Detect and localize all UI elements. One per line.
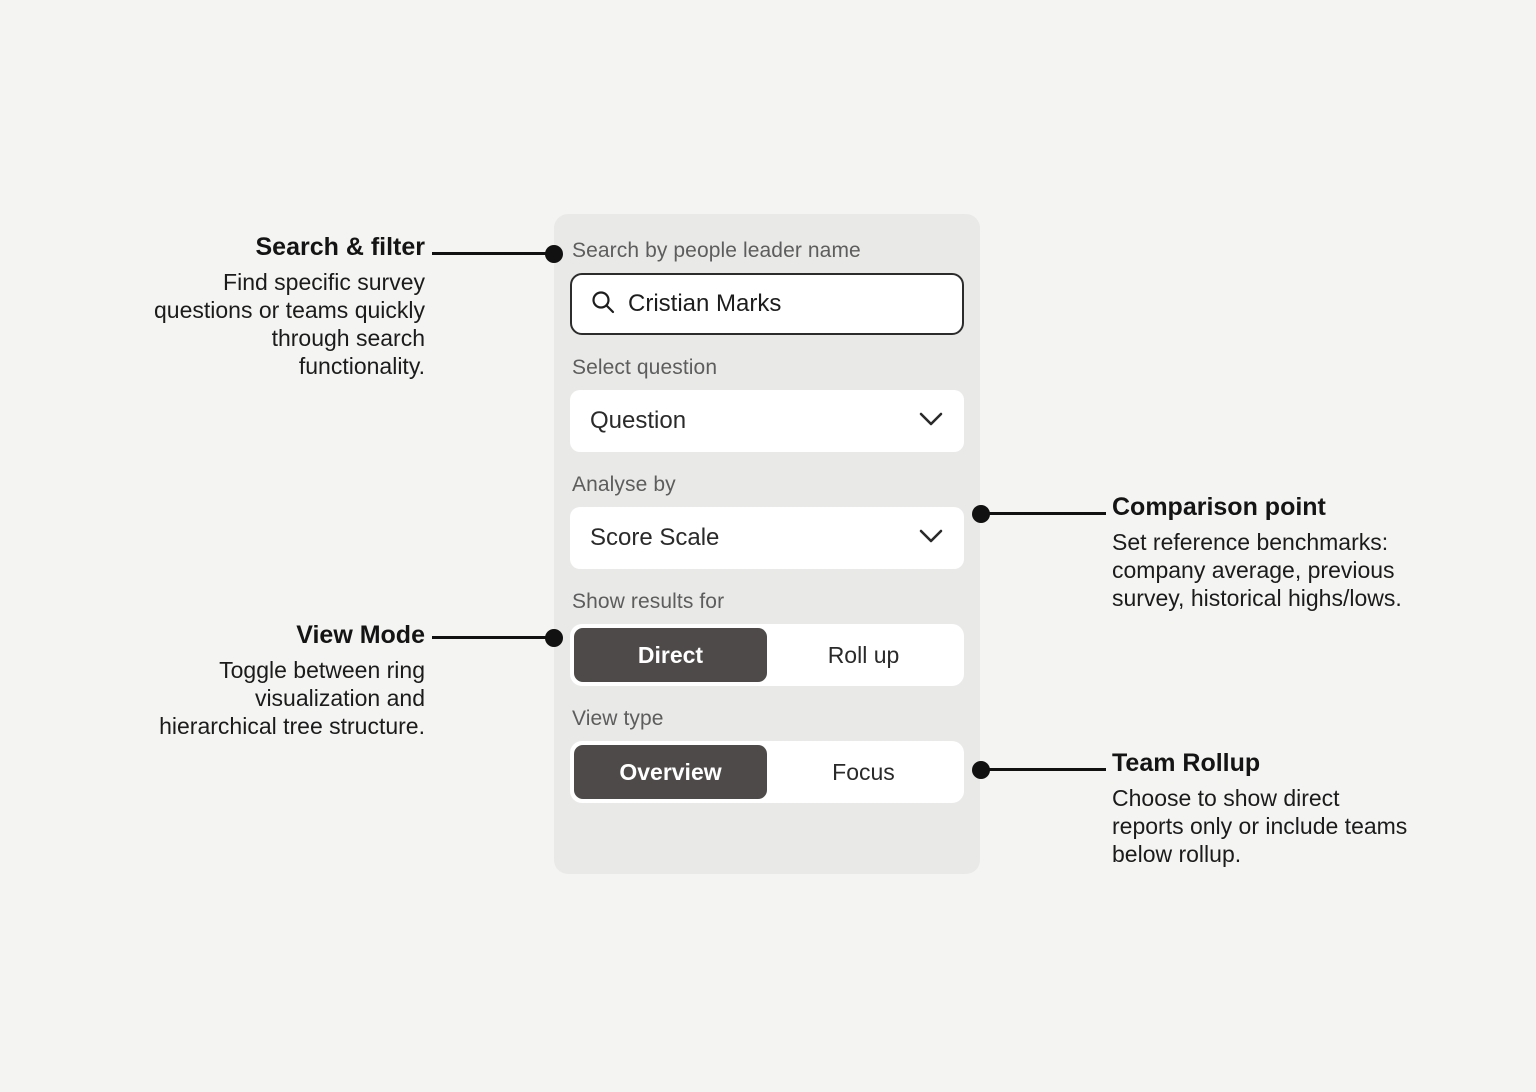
callout-body: Toggle between ring visualization and hierarchical tree structure. bbox=[159, 656, 425, 739]
search-input[interactable] bbox=[570, 273, 964, 335]
toggle-option-direct[interactable]: Direct bbox=[574, 628, 767, 682]
chevron-down-icon bbox=[918, 411, 944, 432]
callout-body: Choose to show direct reports only or include teams below rollup. bbox=[1112, 784, 1408, 867]
analyse-by-label: Analyse by bbox=[572, 473, 676, 496]
question-value: Question bbox=[590, 407, 687, 434]
select-question-label: Select question bbox=[572, 356, 718, 379]
view-type-toggle bbox=[570, 741, 964, 803]
question-dropdown[interactable] bbox=[570, 390, 964, 452]
filter-panel bbox=[554, 214, 980, 874]
toggle-option-focus[interactable]: Focus bbox=[832, 758, 895, 785]
toggle-option-overview[interactable]: Overview bbox=[574, 745, 767, 799]
view-type-label: View type bbox=[572, 707, 664, 730]
analyse-by-value: Score Scale bbox=[590, 524, 720, 551]
callout-search-filter bbox=[153, 234, 425, 380]
callout-comparison-point bbox=[1112, 494, 1412, 612]
chevron-down-icon bbox=[918, 528, 944, 549]
anchor-dot-view-mode bbox=[545, 629, 563, 647]
callout-team-rollup bbox=[1112, 750, 1412, 868]
toggle-option-rollup[interactable]: Roll up bbox=[827, 641, 900, 668]
search-label: Search by people leader name bbox=[572, 239, 861, 262]
leader-line-rollup bbox=[984, 768, 1106, 771]
leader-line-view-mode bbox=[432, 636, 554, 639]
anchor-dot-rollup bbox=[972, 761, 990, 779]
show-results-for-label: Show results for bbox=[572, 590, 725, 613]
anchor-dot-comparison bbox=[972, 505, 990, 523]
callout-title: View Mode bbox=[296, 621, 425, 649]
callout-view-mode bbox=[150, 622, 425, 740]
callout-body: Set reference benchmarks: company average, previous survey, historical highs/lows. bbox=[1112, 528, 1402, 611]
show-results-toggle bbox=[570, 624, 964, 686]
callout-body: Find specific survey questions or teams quickly through search functionality. bbox=[153, 268, 425, 379]
anchor-dot-search bbox=[545, 245, 563, 263]
leader-line-search bbox=[432, 252, 554, 255]
search-icon bbox=[590, 289, 616, 320]
search-value: Cristian Marks bbox=[628, 290, 782, 317]
leader-line-comparison bbox=[984, 512, 1106, 515]
analyse-by-dropdown[interactable] bbox=[570, 507, 964, 569]
callout-title: Team Rollup bbox=[1112, 749, 1261, 777]
callout-title: Comparison point bbox=[1112, 493, 1326, 521]
callout-title: Search & filter bbox=[255, 233, 425, 261]
